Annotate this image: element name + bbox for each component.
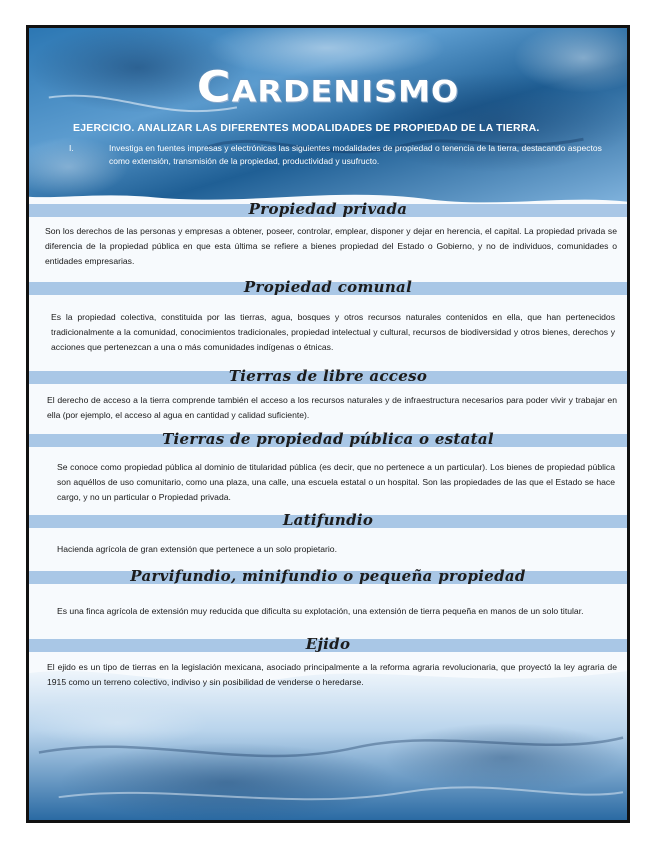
section-heading: Ejido (305, 635, 351, 653)
document-content (29, 28, 627, 820)
section-body: El derecho de acceso a la tierra comprende también el acceso a los recursos naturales y de infraestructura necesarios para poder vivir y trabajar en ella (por ejemplo, el acceso al agua en cantidad y calidad suficiente). (47, 395, 617, 420)
section-heading: Propiedad comunal (243, 278, 413, 296)
section-body: Son los derechos de las personas y empresas a obtener, poseer, controlar, emplear, disponer y dejar en herencia, el capital. La propiedad privada se diferencia de la propiedad pública en que esta última se refiere a bienes propiedad del Estado o Gobierno, y no de individuos, comunidades o entidades empresarias. (45, 226, 617, 266)
section-body: Es una finca agrícola de extensión muy reducida que dificulta su explotación, una extensión de tierra pequeña en manos de un solo titular. (57, 606, 584, 616)
instruction-text: Investiga en fuentes impresas y electrónicas las siguientes modalidades de propiedad o tenencia de la tierra, destacando aspectos como extensión, transmisión de la propiedad, productividad y usufructo. (109, 143, 602, 166)
section-body: Hacienda agrícola de gran extensión que pertenece a un solo propietario. (57, 544, 337, 554)
section-heading: Propiedad privada (248, 200, 408, 218)
section-heading: Latifundio (282, 511, 374, 529)
section-heading: Parvifundio, minifundio o pequeña propiedad (130, 567, 526, 585)
document-page (26, 25, 630, 823)
section-body: Es la propiedad colectiva, constituida por las tierras, agua, bosques y otros recursos naturales contenidos en ella, que han pertenecidos tradicionalmente a la comunidad, conocimientos tradicionales, propiedad intelectual y cultural, recursos de biodiversidad y otros bienes, derechos y acciones que pertenezcan a una o más comunidades indígenas o étnicas. (51, 312, 615, 352)
section-heading: Tierras de propiedad pública o estatal (162, 430, 494, 448)
section-heading: Tierras de libre acceso (228, 367, 428, 385)
instruction-number: I. (69, 143, 74, 153)
section-body: El ejido es un tipo de tierras en la legislación mexicana, asociado principalmente a la reforma agraria revolucionaria, que proyectó la ley agraria de 1915 como un terreno colectivo, indiviso y sin posibilidad de venderse o heredarse. (47, 662, 617, 687)
section-body: Se conoce como propiedad pública al dominio de titularidad pública (es decir, que no pertenece a un particular). Los bienes de propiedad pública son aquéllos de uso comunitario, como una plaza, una calle, una escuela estatal o un hospital. Son las propiedades de las que el Estado se hace cargo, y no un particular o Propiedad privada. (57, 462, 615, 502)
document-title: Cardenismo (196, 62, 460, 112)
exercise-heading: EJERCICIO. ANALIZAR LAS DIFERENTES MODALIDADES DE PROPIEDAD DE LA TIERRA. (73, 122, 540, 134)
instruction-item (69, 142, 609, 168)
